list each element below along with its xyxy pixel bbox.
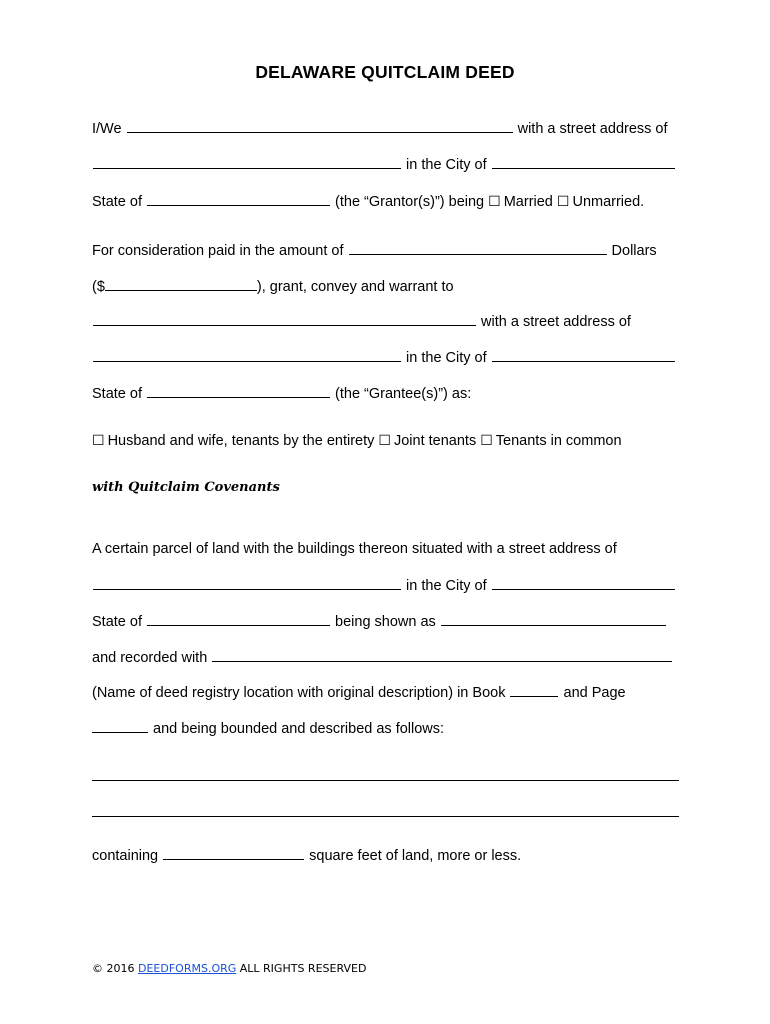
parcel-state-line: [92, 611, 667, 631]
iwe-label: I/We: [92, 121, 122, 137]
grantor-name-line: [92, 118, 668, 138]
grantor-name-field[interactable]: [127, 118, 513, 133]
description-line-2[interactable]: [92, 816, 679, 817]
rights-text: ALL RIGHTS RESERVED: [239, 962, 367, 975]
square-feet-field[interactable]: [163, 845, 304, 860]
grantor-street-label: with a street address of: [517, 121, 668, 137]
grantor-state-label: State of: [92, 194, 142, 210]
unmarried-label: Unmarried.: [572, 194, 645, 210]
grantee-street-label: with a street address of: [481, 314, 631, 330]
parcel-city-label: in the City of: [406, 578, 487, 594]
grantee-city-field[interactable]: [492, 347, 675, 362]
husband-wife-checkbox-icon[interactable]: ☐: [92, 432, 105, 448]
recorded-with-label: and recorded with: [92, 650, 208, 666]
unmarried-checkbox-icon[interactable]: ☐: [556, 193, 570, 209]
consideration-amount-field[interactable]: [105, 276, 257, 291]
grantor-city-field[interactable]: [492, 154, 675, 169]
married-label: Married: [503, 194, 553, 210]
parcel-state-field[interactable]: [147, 611, 330, 626]
grantor-address-line: [92, 154, 676, 174]
grantee-address-line: [92, 347, 676, 367]
grantor-state-line: [92, 191, 644, 211]
tenancy-line: [92, 430, 622, 450]
grantor-being-label: (the “Grantor(s)”) being: [335, 194, 485, 210]
grantor-street-field[interactable]: [93, 154, 401, 169]
grantee-state-label: State of: [92, 386, 142, 402]
registry-field[interactable]: [212, 647, 672, 662]
grant-convey-label: ), grant, convey and warrant to: [256, 279, 454, 295]
tenants-common-checkbox-icon[interactable]: ☐: [480, 432, 493, 448]
consideration-amount-line: [92, 276, 454, 296]
covenants-heading: with Quitclaim Covenants: [92, 480, 280, 495]
grantor-city-label: in the City of: [406, 157, 487, 173]
shown-as-field[interactable]: [441, 611, 666, 626]
containing-label: containing: [92, 848, 159, 864]
parcel-street-field[interactable]: [93, 575, 401, 590]
square-feet-label: square feet of land, more or less.: [309, 848, 522, 864]
grantee-name-field[interactable]: [93, 311, 476, 326]
parcel-state-label: State of: [92, 614, 142, 630]
joint-tenants-checkbox-icon[interactable]: ☐: [378, 432, 391, 448]
book-field[interactable]: [510, 682, 558, 697]
dollar-paren-label: ($: [92, 279, 105, 295]
recorded-with-line: [92, 647, 673, 667]
registry-label: (Name of deed registry location with original description) in Book: [92, 685, 506, 701]
bounded-label: and being bounded and described as follows:: [153, 721, 445, 737]
grantee-as-label: (the “Grantee(s)”) as:: [335, 386, 472, 402]
page-title: DELAWARE QUITCLAIM DEED: [255, 62, 515, 82]
footer: [92, 962, 366, 975]
tenants-common-label: Tenants in common: [495, 433, 622, 449]
consideration-line: [92, 240, 657, 260]
containing-line: [92, 845, 521, 865]
copyright-text: © 2016: [92, 962, 135, 975]
registry-book-line: [92, 682, 626, 702]
consideration-label: For consideration paid in the amount of: [92, 243, 344, 259]
husband-wife-label: Husband and wife, tenants by the entirety: [107, 433, 375, 449]
shown-as-label: being shown as: [335, 614, 436, 630]
parcel-intro-line: A certain parcel of land with the buildings thereon situated with a street address of: [92, 541, 617, 557]
grantee-city-label: in the City of: [406, 350, 487, 366]
joint-tenants-label: Joint tenants: [393, 433, 477, 449]
deedforms-link[interactable]: DEEDFORMS.ORG: [138, 962, 237, 975]
page-label: and Page: [563, 685, 626, 701]
grantee-state-field[interactable]: [147, 383, 330, 398]
bounded-line: [92, 718, 444, 738]
description-line-1[interactable]: [92, 780, 679, 781]
grantor-state-field[interactable]: [147, 191, 330, 206]
dollars-label: Dollars: [611, 243, 657, 259]
consideration-words-field[interactable]: [349, 240, 607, 255]
grantee-street-field[interactable]: [93, 347, 401, 362]
page-field[interactable]: [92, 718, 148, 733]
grantee-name-line: [92, 311, 631, 331]
parcel-city-field[interactable]: [492, 575, 675, 590]
grantee-state-line: [92, 383, 471, 403]
parcel-address-line: [92, 575, 676, 595]
married-checkbox-icon[interactable]: ☐: [488, 193, 501, 209]
